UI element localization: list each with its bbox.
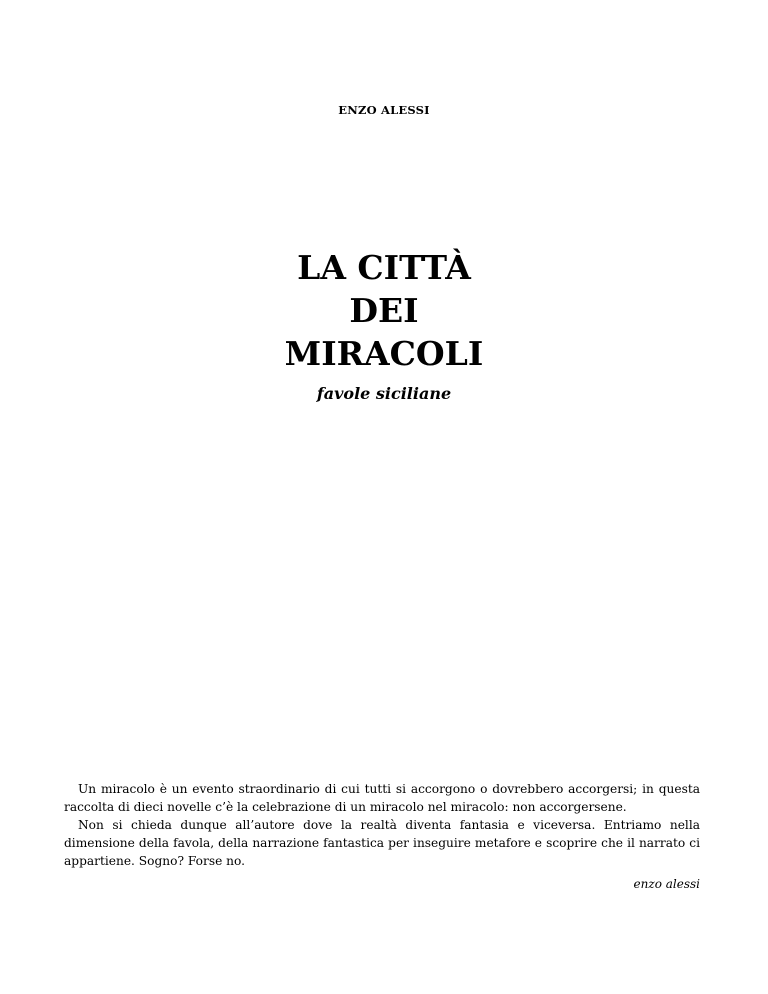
intro-text bbox=[64, 780, 700, 870]
title-line-2: DEI bbox=[349, 291, 419, 330]
author-name: ENZO ALESSI bbox=[338, 103, 430, 117]
intro-paragraph-1: Un miracolo è un evento straordinario di cui tutti si accorgono o dovrebbero accorgersi; in questa raccolta di dieci novelle c’è la celebrazione di un miracolo nel miracolo: non accorgersene. bbox=[64, 782, 700, 814]
intro-paragraph-2: Non si chieda dunque all’autore dove la realtà diventa fantasia e viceversa. Entriamo nella dimensione della favola, della narrazione fantastica per inseguire metafore e scoprire che il narrato ci appartiene. Sogno? Forse no. bbox=[64, 818, 700, 868]
title-line-3: MIRACOLI bbox=[284, 334, 484, 373]
book-subtitle: favole siciliane bbox=[316, 384, 452, 403]
signature: enzo alessi bbox=[633, 877, 700, 891]
title-line-1: LA CITTÀ bbox=[297, 248, 471, 287]
book-title bbox=[0, 246, 768, 375]
